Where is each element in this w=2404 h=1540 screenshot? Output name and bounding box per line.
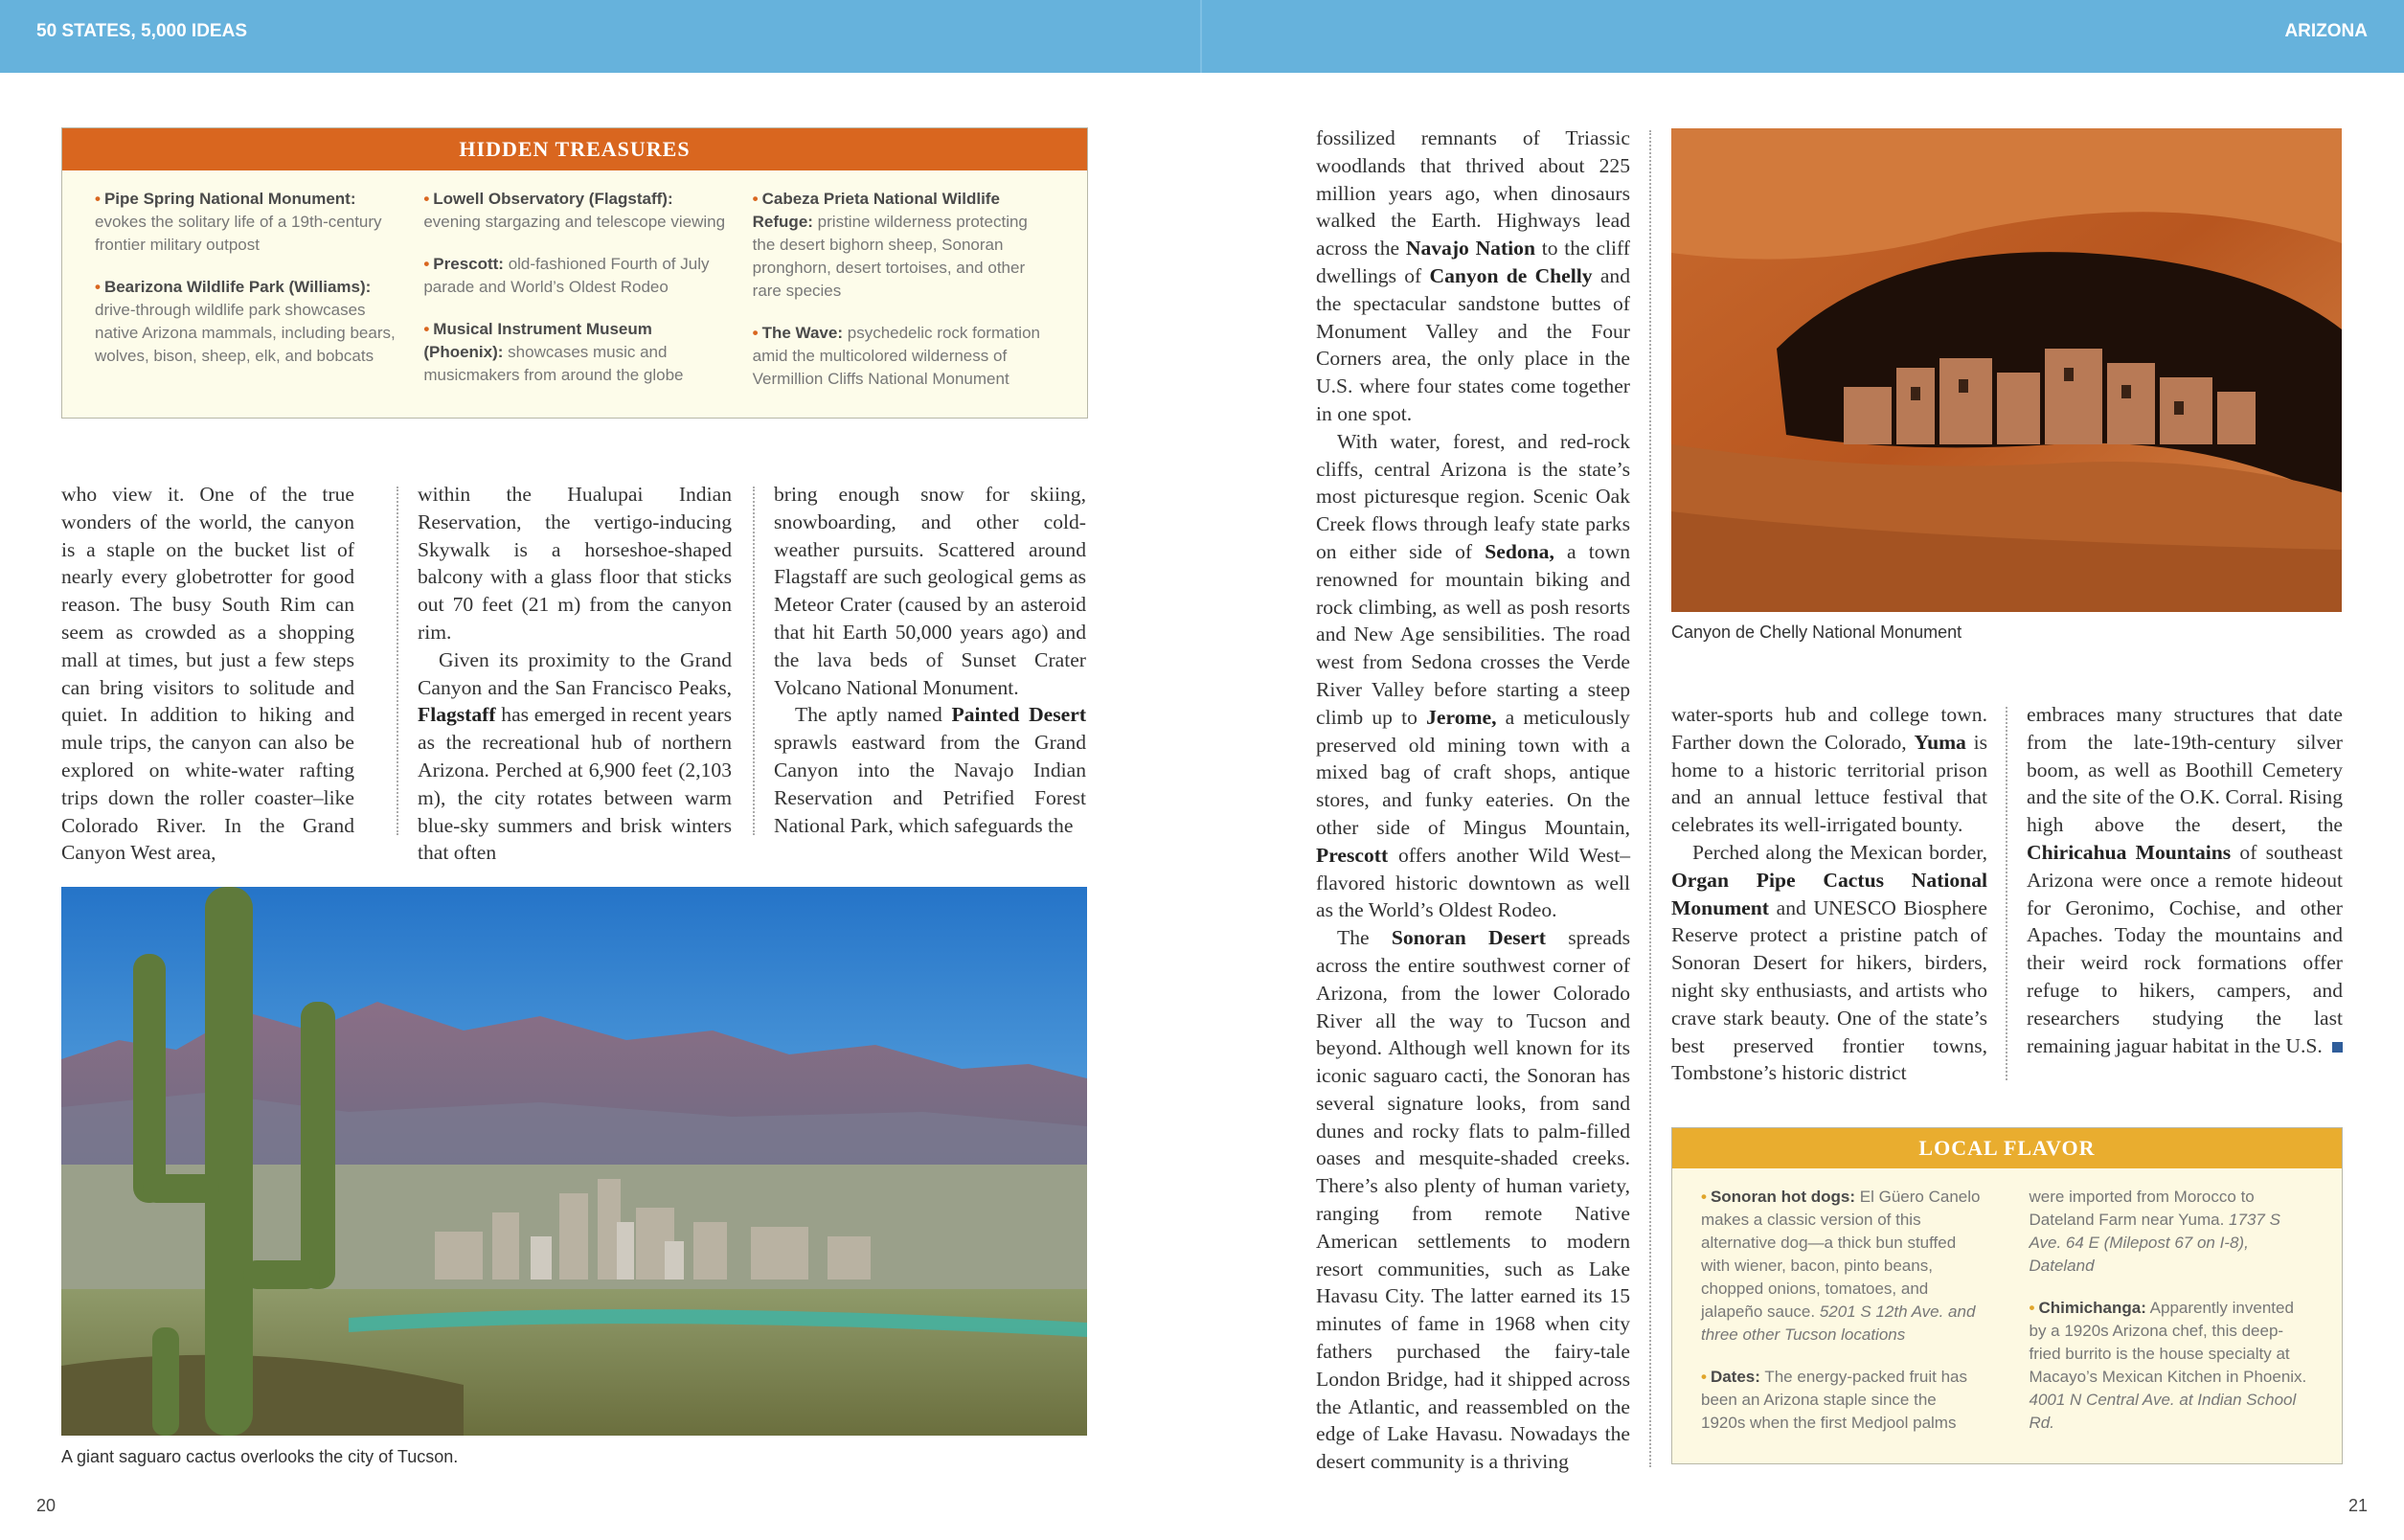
- bullet-icon: •: [423, 255, 430, 273]
- running-head-right: ARIZONA: [2284, 21, 2368, 41]
- item-heading: Prescott:: [433, 255, 504, 273]
- item-heading: Dates:: [1710, 1368, 1760, 1386]
- body-paragraph: who view it. One of the true wonders of the world, the canyon is a staple on the bucket list of nearly every globetrotter for good reason. The busy South Rim can seem as crowded as a shopping mall at times, but just a few steps can bring visitors to solitude and quiet. In addition to hiking and mule trips, the canyon can also be explored on white-water rafting trips down the roller coaster–like Colorado River. In the Grand Canyon West area,: [61, 483, 354, 865]
- cliff-dwelling-illustration: [1671, 128, 2342, 612]
- item-text: Apparently invented by a 1920s Arizona chef, this deep-fried burrito is the house specialty at Macayo’s Mexican Kitchen in Phoenix.: [2029, 1299, 2307, 1386]
- hidden-treasures-column: [753, 188, 1055, 410]
- page-number-right: 21: [2347, 1496, 2368, 1515]
- saguaro-city-illustration: [61, 887, 1087, 1436]
- item-address: 4001 N Central Ave. at Indian School Rd.: [2029, 1391, 2297, 1432]
- local-flavor-title: LOCAL FLAVOR: [1672, 1128, 2342, 1168]
- body-paragraph: Given its proximity to the Grand Canyon and the San Francisco Peaks, Flagstaff has emerged in recent years as the recreational hub of northern Arizona. Perched at 6,900 feet (2,103 m), the city rotates between warm blue-sky summers and brisk winters that often: [418, 647, 733, 865]
- bullet-icon: •: [95, 278, 101, 296]
- bullet-icon: •: [752, 190, 759, 208]
- item-heading: Musical Instrument Museum (Phoenix):: [423, 320, 652, 361]
- hidden-treasures-column: [95, 188, 397, 410]
- body-column-left-2: [418, 481, 732, 867]
- box-list-item: [95, 188, 397, 257]
- box-list-item: [2030, 1297, 2314, 1435]
- bullet-icon: •: [95, 190, 101, 208]
- place-name-sonoran-desert: Sonoran Desert: [1391, 926, 1546, 950]
- place-name-chiricahua: Chiricahua Mountains: [2027, 840, 2232, 864]
- place-name-painted-desert: Painted Desert: [951, 703, 1087, 727]
- page-header-bar: [0, 0, 2404, 73]
- item-text: drive-through wildlife park showcases native Arizona mammals, including bears, wolves, bison, sheep, elk, and bobcats: [95, 301, 396, 365]
- item-heading: Cabeza Prieta National Wildlife Refuge:: [752, 190, 1000, 231]
- photo-caption-canyon: Canyon de Chelly National Monument: [1671, 623, 1962, 642]
- body-paragraph: within the Hualupai Indian Reservation, the vertigo-inducing Skywalk is a horseshoe-shaped balcony with a glass floor that sticks out 70 feet (21 m) from the canyon rim.: [418, 483, 732, 644]
- body-column-left-1: [61, 481, 354, 867]
- item-address: 5201 S 12th Ave. and three other Tucson locations: [1701, 1302, 1976, 1344]
- item-text: evening stargazing and telescope viewing: [423, 213, 726, 231]
- box-list-item: [753, 322, 1055, 391]
- item-text: evokes the solitary life of a 19th-century frontier military outpost: [95, 213, 382, 254]
- place-name-organ-pipe: Organ Pipe Cactus National Monument: [1671, 868, 1987, 919]
- place-name-sedona: Sedona,: [1485, 539, 1554, 563]
- canyon-de-chelly-photo: [1671, 128, 2342, 612]
- place-name-jerome: Jerome,: [1426, 705, 1497, 729]
- body-paragraph: The aptly named Painted Desert sprawls eastward from the Grand Canyon into the Navajo Indian Reservation and Petrified Forest National Park, which safeguards the: [774, 703, 1087, 837]
- box-list-item: [423, 188, 725, 234]
- item-text: old-fashioned Fourth of July parade and World’s Oldest Rodeo: [423, 255, 710, 296]
- hidden-treasures-column: [423, 188, 725, 410]
- local-flavor-column: [2030, 1186, 2314, 1454]
- item-heading: Lowell Observatory (Flagstaff):: [433, 190, 673, 208]
- running-head-left: 50 STATES, 5,000 IDEAS: [36, 21, 247, 41]
- body-column-right-1: [1316, 125, 1630, 1476]
- bullet-icon: •: [2029, 1299, 2035, 1317]
- local-flavor-columns: [1672, 1168, 2342, 1454]
- bullet-icon: •: [423, 320, 430, 338]
- item-heading: Bearizona Wildlife Park (Williams):: [103, 278, 372, 296]
- item-address: 1737 S Ave. 64 E (Milepost 67 on I-8), Dateland: [2029, 1211, 2280, 1275]
- box-list-item: [1701, 1186, 1985, 1347]
- item-heading: Chimichanga:: [2038, 1299, 2146, 1317]
- box-list-item: [753, 188, 1055, 303]
- place-name-canyon-de-chelly: Canyon de Chelly: [1429, 263, 1593, 287]
- box-list-item: [423, 318, 725, 387]
- place-name-yuma: Yuma: [1914, 730, 1966, 754]
- page-number-left: 20: [36, 1496, 57, 1515]
- bullet-icon: •: [1701, 1368, 1707, 1386]
- hidden-treasures-box: [61, 127, 1088, 419]
- place-name-flagstaff: Flagstaff: [418, 703, 496, 727]
- place-name-prescott: Prescott: [1316, 843, 1389, 867]
- bullet-icon: •: [1701, 1188, 1707, 1206]
- column-rule: [1649, 130, 1651, 1467]
- body-paragraph: With water, forest, and red-rock cliffs, central Arizona is the state’s most picturesque region. Scenic Oak Creek flows through leafy state parks on either side of Sedona, a town renowned for mountain biking and rock climbing, as well as posh resorts and New Age sensibilities. The road west from Sedona crosses the Verde River Valley before starting a steep climb up to Jerome, a meticulously preserved old mining town with a mixed bag of craft shops, antique stores, and funky eateries. On the other side of Mingus Mountain, Prescott offers another Wild West–flavored historic downtown as well as the World’s Oldest Rodeo.: [1316, 429, 1630, 922]
- body-column-right-2: [1671, 701, 1987, 1087]
- tucson-saguaro-photo: [61, 887, 1087, 1436]
- photo-caption-tucson: A giant saguaro cactus overlooks the city of Tucson.: [61, 1447, 459, 1466]
- box-list-item: [1701, 1366, 1985, 1435]
- item-text: showcases music and musicmakers from around the globe: [423, 343, 684, 384]
- header-divider: [1200, 0, 1202, 73]
- body-paragraph: Perched along the Mexican border, Organ Pipe Cactus National Monument and UNESCO Biosphere Reserve protect a pristine patch of Sonoran Desert for hikers, birders, night sky enthusiasts, and artists who crave stark beauty. One of the state’s best preserved frontier towns, Tombstone’s historic district: [1671, 840, 1987, 1085]
- end-of-article-mark: [2332, 1042, 2343, 1053]
- local-flavor-box: [1671, 1127, 2343, 1464]
- item-heading: The Wave:: [761, 324, 843, 342]
- column-rule: [397, 487, 398, 835]
- column-rule: [2006, 707, 2007, 1080]
- body-paragraph: embraces many structures that date from the late-19th-century silver boom, as well as Boothill Cemetery and the site of the O.K. Corral. Rising high above the desert, the Chiricahua Mountains of southeast Arizona were once a remote hideout for Geronimo, Cochise, and other Apaches. Today the mountains and their weird rock formations offer refuge to hikers, campers, and researchers studying the last remaining jaguar habitat in the U.S.: [2027, 703, 2343, 1057]
- box-list-item: [2030, 1186, 2314, 1278]
- item-text: The energy-packed fruit has been an Arizona staple since the 1920s when the first Medjool palms: [1701, 1368, 1968, 1432]
- item-text: El Güero Canelo makes a classic version of this alternative dog—a thick bun stuffed with wiener, bacon, pinto beans, chopped onions, tomatoes, and jalapeño sauce.: [1701, 1188, 1981, 1321]
- local-flavor-column: [1701, 1186, 1985, 1454]
- column-rule: [753, 487, 755, 835]
- bullet-icon: •: [752, 324, 759, 342]
- item-heading: Sonoran hot dogs:: [1710, 1188, 1856, 1206]
- hidden-treasures-title: HIDDEN TREASURES: [62, 128, 1087, 170]
- body-column-right-3: [2027, 701, 2343, 1059]
- hidden-treasures-columns: [62, 170, 1087, 410]
- box-list-item: [95, 276, 397, 368]
- body-paragraph: fossilized remnants of Triassic woodlands that thrived about 225 million years ago, when dinosaurs walked the Earth. Highways lead across the Navajo Nation to the cliff dwellings of Canyon de Chelly and the spectacular sandstone buttes of Monument Valley and the Four Corners area, the only place in the U.S. where four states come together in one spot.: [1316, 126, 1630, 425]
- item-heading: Pipe Spring National Monument:: [103, 190, 356, 208]
- bullet-icon: •: [423, 190, 430, 208]
- item-text: psychedelic rock formation amid the multicolored wilderness of Vermillion Cliffs National Monument: [752, 324, 1040, 388]
- body-paragraph: The Sonoran Desert spreads across the entire southwest corner of Arizona, from the lower Colorado River all the way to Tucson and beyond. Although well known for its iconic saguaro cacti, the Sonoran has several signature looks, from sand dunes and rocky flats to palm-filled oases and mesquite-shaded creeks. There’s also plenty of human variety, ranging from remote Native American settlements to modern resort communities, such as Lake Havasu City. The latter earned its 15 minutes of fame in 1968 when city fathers purchased the fairy-tale London Bridge, had it shipped across the Atlantic, and reassembled on the edge of Lake Havasu. Nowadays the desert community is a thriving: [1316, 926, 1630, 1474]
- item-text: were imported from Morocco to Dateland Farm near Yuma.: [2029, 1188, 2255, 1229]
- body-column-left-3: [774, 481, 1086, 839]
- box-list-item: [423, 253, 725, 299]
- body-paragraph: bring enough snow for skiing, snowboarding, and other cold-weather pursuits. Scattered around Flagstaff are such geological gems as Meteor Crater (caused by an asteroid that hit Earth 50,000 years ago) and the lava beds of Sunset Crater Volcano National Monument.: [774, 483, 1086, 699]
- place-name-navajo-nation: Navajo Nation: [1405, 237, 1535, 260]
- item-text: pristine wilderness protecting the desert bighorn sheep, Sonoran pronghorn, desert tortoises, and other rare species: [752, 213, 1028, 300]
- body-paragraph: water-sports hub and college town. Farther down the Colorado, Yuma is home to a historic territorial prison and an annual lettuce festival that celebrates its well-irrigated bounty.: [1671, 703, 1988, 837]
